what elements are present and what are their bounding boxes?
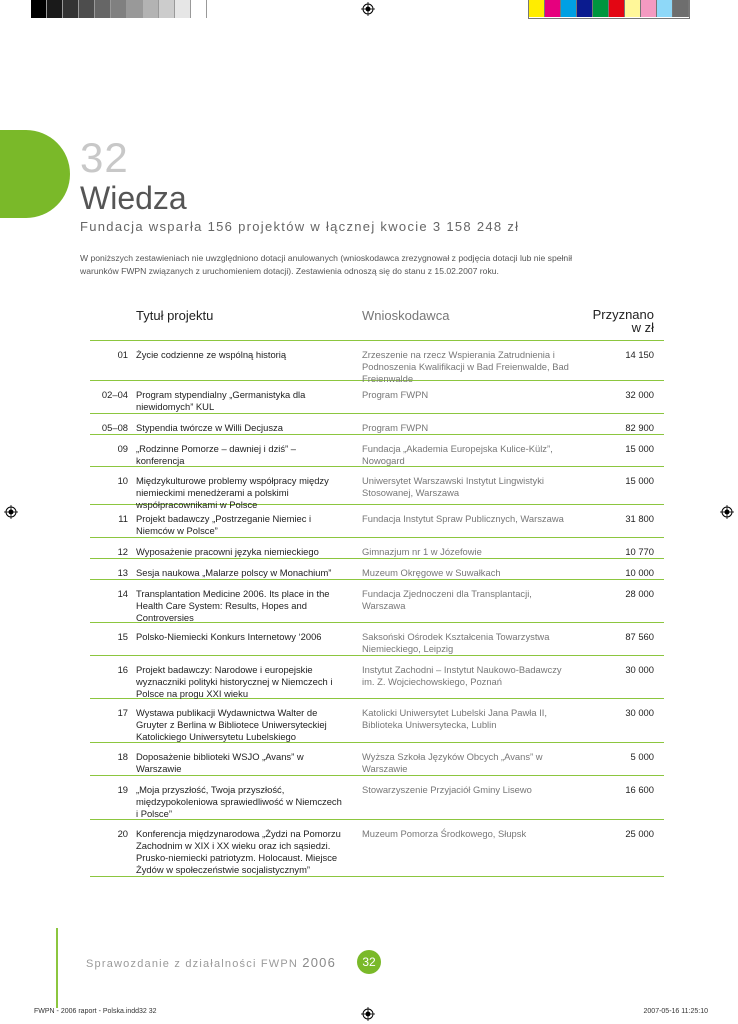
row-applicant: Program FWPN: [362, 422, 429, 433]
gray-swatch: [31, 0, 47, 18]
footer-year: 2006: [302, 955, 337, 970]
footer-vertical-rule: [56, 928, 58, 1008]
table-row: [90, 743, 664, 776]
color-swatch: [577, 0, 593, 17]
row-amount: 30 000: [625, 707, 654, 718]
table-row: [90, 776, 664, 820]
row-applicant: Uniwersytet Warszawski Instytut Lingwistyki Stosowanej, Warszawa: [362, 475, 544, 498]
row-amount: 5 000: [630, 751, 654, 762]
row-project-title: Życie codzienne ze wspólną historią: [136, 349, 287, 360]
row-project-title: Stypendia twórcze w Willi Decjusza: [136, 422, 283, 433]
row-amount: 15 000: [625, 475, 654, 486]
gray-swatch: [159, 0, 175, 18]
row-project-title: Program stypendialny „Germanistyka dla niewidomych” KUL: [136, 389, 306, 412]
row-project-title: Międzykulturowe problemy współpracy między niemieckimi menedżerami a polskimi współpracownikami w Polsce: [136, 475, 329, 510]
color-swatch: [673, 0, 689, 17]
gray-calibration-bar: [31, 0, 207, 18]
table-row: [90, 623, 664, 656]
footer-page-badge: 32: [357, 950, 381, 974]
row-number: 19: [117, 784, 128, 795]
table-row: [90, 341, 664, 384]
print-slug-file: FWPN - 2006 raport - Polska.indd32 32: [34, 1008, 157, 1015]
row-applicant: Wyższa Szkoła Języków Obcych „Avans” w Warszawie: [362, 751, 543, 774]
color-swatch: [561, 0, 577, 17]
row-amount: 32 000: [625, 389, 654, 400]
table-row: [90, 820, 664, 877]
row-amount: 10 000: [625, 567, 654, 578]
row-amount: 28 000: [625, 588, 654, 599]
gray-swatch: [127, 0, 143, 18]
column-header-amount: [593, 308, 654, 334]
row-project-title: Polsko-Niemiecki Konkurs Internetowy ‘2006: [136, 631, 322, 642]
registration-mark-top-icon: [361, 2, 375, 16]
table-row: [90, 414, 664, 435]
gray-swatch: [111, 0, 127, 18]
color-swatch: [529, 0, 545, 17]
row-project-title: Projekt badawczy „Postrzeganie Niemiec i Niemców w Polsce”: [136, 513, 312, 536]
color-swatch: [641, 0, 657, 17]
row-amount: 31 800: [625, 513, 654, 524]
row-number: 05–08: [101, 422, 128, 433]
row-project-title: Wystawa publikacji Wydawnictwa Walter de Gruyter z Berlina w Bibliotece Uniwersyteckiej Katolickiego Uniwersytetu Lubelskiego: [136, 707, 327, 742]
row-number: 12: [117, 546, 128, 557]
row-amount: 30 000: [625, 664, 654, 675]
color-swatch: [609, 0, 625, 17]
row-number: 20: [117, 828, 128, 839]
row-number: 02–04: [101, 389, 128, 400]
row-project-title: „Rodzinne Pomorze – dawniej i dziś” – konferencja: [136, 443, 296, 466]
row-applicant: Fundacja Instytut Spraw Publicznych, Warszawa: [362, 513, 564, 524]
row-number: 09: [117, 443, 128, 454]
gray-swatch: [95, 0, 111, 18]
registration-mark-right-icon: [720, 505, 734, 519]
green-half-circle-decoration: [0, 130, 70, 218]
gray-swatch: [47, 0, 63, 18]
row-number: 15: [117, 631, 128, 642]
table-row: [90, 559, 664, 580]
page-subtitle: Fundacja wsparła 156 projektów w łącznej kwocie 3 158 248 zł: [80, 219, 520, 234]
grants-table: [90, 306, 664, 877]
row-applicant: Zrzeszenie na rzecz Wspierania Zatrudnienia i Podnoszenia Kwalifikacji w Bad Freienwalde, Bad Freienwalde: [362, 349, 569, 384]
color-calibration-bar: [528, 0, 690, 19]
color-swatch: [545, 0, 561, 17]
table-header: [90, 306, 664, 341]
row-amount: 10 770: [625, 546, 654, 557]
table-row: [90, 656, 664, 699]
row-project-title: Projekt badawczy: Narodowe i europejskie wyznaczniki polityki historycznej w Niemczech i Polsce na progu XXI wieku: [136, 664, 333, 699]
table-row: [90, 435, 664, 467]
table-row: [90, 505, 664, 538]
row-number: 16: [117, 664, 128, 675]
row-applicant: Katolicki Uniwersytet Lubelski Jana Pawła II, Biblioteka Uniwersytecka, Lublin: [362, 707, 547, 730]
color-swatch: [593, 0, 609, 17]
row-number: 10: [117, 475, 128, 486]
row-applicant: Fundacja Zjednoczeni dla Transplantacji, Warszawa: [362, 588, 532, 611]
column-header-amount-line1: Przyznano: [592, 307, 654, 322]
row-applicant: Fundacja „Akademia Europejska Kulice-Külz”, Nowogard: [362, 443, 553, 466]
row-number: 11: [118, 513, 128, 524]
row-amount: 16 600: [625, 784, 654, 795]
row-amount: 82 900: [625, 422, 654, 433]
registration-mark-bottom-icon: [361, 1007, 375, 1021]
row-project-title: Sesja naukowa „Malarze polscy w Monachium”: [136, 567, 332, 578]
row-applicant: Saksoński Ośrodek Kształcenia Towarzystwa Niemieckiego, Leipzig: [362, 631, 550, 654]
row-amount: 14 150: [625, 349, 654, 360]
footer-report-text: Sprawozdanie z działalności FWPN: [86, 958, 299, 970]
row-project-title: Transplantation Medicine 2006. Its place in the Health Care System: Results, Hopes and Controversies: [136, 588, 330, 623]
row-applicant: Instytut Zachodni – Instytut Naukowo-Badawczy im. Z. Wojciechowskiego, Poznań: [362, 664, 562, 687]
row-applicant: Stowarzyszenie Przyjaciół Gminy Lisewo: [362, 784, 532, 795]
column-header-applicant: Wnioskodawca: [362, 308, 450, 323]
gray-swatch: [63, 0, 79, 18]
row-number: 18: [117, 751, 128, 762]
row-project-title: Doposażenie biblioteki WSJO „Avans” w Warszawie: [136, 751, 304, 774]
row-applicant: Gimnazjum nr 1 w Józefowie: [362, 546, 482, 557]
table-row: [90, 467, 664, 510]
row-number: 14: [117, 588, 128, 599]
row-amount: 87 560: [625, 631, 654, 642]
row-project-title: Konferencja międzynarodowa „Żydzi na Pomorzu Zachodnim w XIX i XX wieku oraz ich sąsiedzi. Prusko-niemiecki patriotyzm. Holocaust. Miejsce Żydów w społeczeństwie socjalistycznym”: [136, 828, 341, 875]
table-row: [90, 538, 664, 559]
row-project-title: „Moja przyszłość, Twoja przyszłość, międzypokoleniowa sprawiedliwość w Niemczech i Polsce”: [136, 784, 342, 819]
row-applicant: Muzeum Pomorza Środkowego, Słupsk: [362, 828, 527, 839]
gray-swatch: [175, 0, 191, 18]
table-row: [90, 381, 664, 414]
row-number: 13: [117, 567, 128, 578]
gray-swatch: [79, 0, 95, 18]
footer-report-title: [86, 955, 336, 970]
table-row: [90, 580, 664, 623]
section-number: 32: [80, 134, 129, 181]
row-number: 01: [117, 349, 128, 360]
registration-mark-left-icon: [4, 505, 18, 519]
row-applicant: Muzeum Okręgowe w Suwałkach: [362, 567, 501, 578]
row-project-title: Wyposażenie pracowni języka niemieckiego: [136, 546, 319, 557]
row-amount: 25 000: [625, 828, 654, 839]
row-number: 17: [117, 707, 128, 718]
intro-note: W poniższych zestawieniach nie uwzględniono dotacji anulowanych (wnioskodawca zrezygnował z podjęcia dotacji lub nie spełnił warunków FWPN związanych z uruchomieniem dotacji). Zestawienia odnoszą się do stanu z 15.02.2007 roku.: [80, 253, 573, 276]
color-swatch: [625, 0, 641, 17]
gray-swatch: [143, 0, 159, 18]
color-swatch: [657, 0, 673, 17]
print-slug-date: 2007-05-16 11:25:10: [643, 1008, 708, 1015]
row-applicant: Program FWPN: [362, 389, 429, 400]
column-header-project: Tytuł projektu: [136, 308, 214, 323]
gray-swatch: [191, 0, 207, 18]
row-amount: 15 000: [625, 443, 654, 454]
column-header-amount-line2: w zł: [631, 320, 654, 335]
table-body: [90, 341, 664, 877]
table-row: [90, 699, 664, 743]
page-title: Wiedza: [80, 180, 187, 216]
